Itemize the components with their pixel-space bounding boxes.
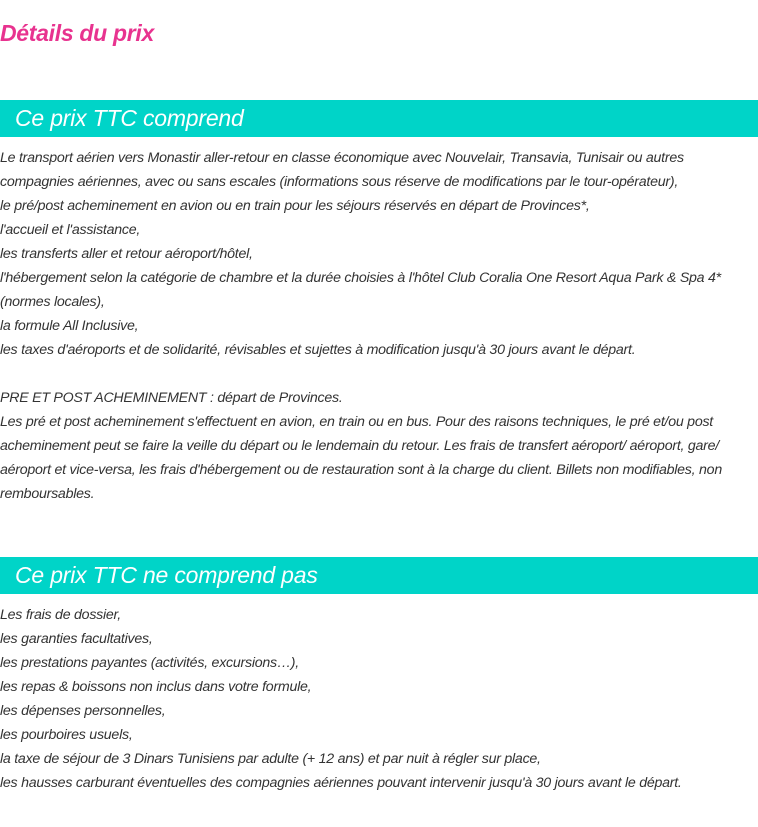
includes-item: l'accueil et l'assistance,: [0, 222, 141, 238]
includes-heading: Ce prix TTC comprend: [0, 100, 758, 137]
includes-item: Le transport aérien vers Monastir aller-retour en classe économique avec Nouvelair, Transavia, Tunisair ou autres compagnies aériennes, avec ou sans escales (informations sous réserve de modifications par le tour-opérateur),: [0, 150, 684, 190]
excludes-heading: Ce prix TTC ne comprend pas: [0, 557, 758, 594]
includes-item: les transferts aller et retour aéroport/hôtel,: [0, 246, 253, 262]
excludes-item: les prestations payantes (activités, excursions…),: [0, 655, 299, 671]
excludes-item: Les frais de dossier,: [0, 607, 121, 623]
paragraph-spacer: [0, 362, 758, 386]
includes-content: [0, 146, 758, 506]
excludes-item: les repas & boissons non inclus dans votre formule,: [0, 679, 312, 695]
includes-item: l'hébergement selon la catégorie de chambre et la durée choisies à l'hôtel Club Coralia One Resort Aqua Park & Spa 4* (normes locales),: [0, 270, 721, 310]
excludes-item: les dépenses personnelles,: [0, 703, 166, 719]
excludes-item: les garanties facultatives,: [0, 631, 153, 647]
includes-item: les taxes d'aéroports et de solidarité, révisables et sujettes à modification jusqu'à 30 jours avant le départ.: [0, 342, 636, 358]
page-title: Détails du prix: [0, 20, 154, 46]
excludes-content: [0, 603, 758, 795]
includes-item: la formule All Inclusive,: [0, 318, 139, 334]
transfer-note-text: Les pré et post acheminement s'effectuent en avion, en train ou en bus. Pour des raisons techniques, le pré et/ou post acheminement peut se faire la veille du départ ou le lendemain du retour. Les frais de transfert aéroport/ aéroport, gare/ aéroport et vice-versa, les frais d'hébergement ou de restauration sont à la charge du client. Billets non modifiables, non remboursables.: [0, 414, 722, 502]
includes-item: le pré/post acheminement en avion ou en train pour les séjours réservés en départ de Provinces*,: [0, 198, 590, 214]
excludes-item: les pourboires usuels,: [0, 727, 133, 743]
excludes-item: les hausses carburant éventuelles des compagnies aériennes pouvant intervenir jusqu'à 30 jours avant le départ.: [0, 775, 682, 791]
excludes-item: la taxe de séjour de 3 Dinars Tunisiens par adulte (+ 12 ans) et par nuit à régler sur place,: [0, 751, 541, 767]
transfer-note-title: PRE ET POST ACHEMINEMENT : départ de Provinces.: [0, 390, 343, 406]
